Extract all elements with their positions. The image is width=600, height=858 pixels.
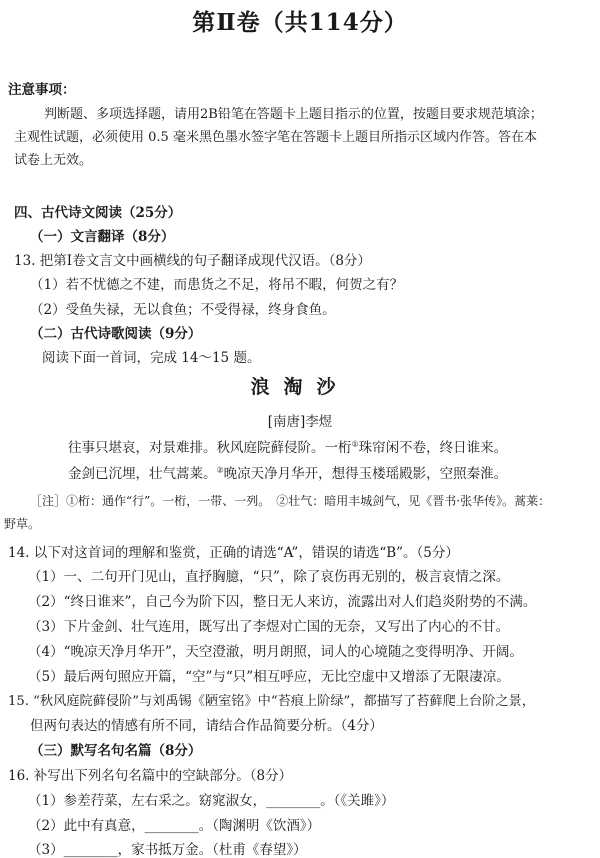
q15-line-2: 但两句表达的情感有所不同，请结合作品简要分析。（4分） xyxy=(30,718,383,734)
poem-line-2-b: 晚凉天净月华开，想得玉楼瑶殿影，空照秦淮。 xyxy=(223,466,508,482)
notice-heading: 注意事项： xyxy=(8,82,76,98)
q13-item-1: （1）若不忧德之不建，而患货之不足，将吊不暇，何贺之有？ xyxy=(30,277,404,293)
poem-note-line-2: 野草。 xyxy=(4,517,41,531)
poem-title: 浪淘沙 xyxy=(250,376,350,398)
poem-line-2 xyxy=(68,462,507,482)
poem-line-2-a: 金剑已沉埋，壮气蒿莱。 xyxy=(68,466,217,482)
poem-author: [南唐]李煜 xyxy=(267,414,333,430)
q16-stem: 16. 补写出下列名句名篇中的空缺部分。（8分） xyxy=(8,768,293,784)
part-2-heading: （二）古代诗歌阅读（9分） xyxy=(30,326,202,342)
q13-item-2: （2）受鱼失禄，无以食鱼；不受得禄，终身食鱼。 xyxy=(30,302,336,318)
poem-line-1-a: 往事只堪哀，对景难排。秋风庭院藓侵阶。一桁 xyxy=(68,440,352,456)
q14-item-3: （3）下片金剑、壮气连用，既写出了李煜对亡国的无奈，又写出了内心的不甘。 xyxy=(28,619,510,635)
part-3-heading: （三）默写名句名篇（8分） xyxy=(30,743,202,759)
q14-item-4: （4）“晚凉天净月华开”，天空澄澈，明月朗照，词人的心境随之变得明净、开阔。 xyxy=(28,644,523,660)
q16-item-1: （1）参差荇菜，左右采之。窈窕淑女，________。（《关雎》） xyxy=(28,793,395,809)
notice-line-3: 试卷上无效。 xyxy=(14,153,93,168)
q14-item-2: （2）“终日谁来”，自己今为阶下囚，整日无人来访，流露出对人们趋炎附势的不满。 xyxy=(28,594,537,610)
q15-line-1: 15. “秋风庭院藓侵阶”与刘禹锡《陋室铭》中“苔痕上阶绿”，都描写了苔藓爬上台阶之景， xyxy=(8,694,535,709)
poem-note-marker-1: ① xyxy=(351,439,359,449)
part-1-heading: （一）文言翻译（8分） xyxy=(30,229,175,245)
q16-item-3: （3）________，家书抵万金。（杜甫《春望》） xyxy=(28,842,307,858)
notice-line-2: 主观性试题，必须使用 0.5 毫米黑色墨水签字笔在答题卡上题目所指示区域内作答。答在本 xyxy=(14,130,537,145)
q14-stem: 14. 以下对这首词的理解和鉴赏，正确的请选“A”，错误的请选“B”。（5分） xyxy=(8,545,459,561)
section-4-heading: 四、古代诗文阅读（25分） xyxy=(14,205,182,221)
q14-item-1: （1）一、二句开门见山，直抒胸臆，“只”，除了哀伤再无别的，极言哀情之深。 xyxy=(28,569,510,585)
q13-stem: 13. 把第Ⅰ卷文言文中画横线的句子翻译成现代汉语。（8分） xyxy=(14,253,371,269)
q14-item-5: （5）最后两句照应开篇，“空”与“只”相互呼应，无比空虚中又增添了无限凄凉。 xyxy=(28,669,510,685)
poem-line-1 xyxy=(68,436,507,456)
poem-line-1-b: 珠帘闲不卷，终日谁来。 xyxy=(358,440,508,456)
poem-note-line-1: ［注］①桁：通作“行”。一桁，一带、一列。 ②壮气：暗用丰城剑气，见《晋书·张华传》。蒿莱： xyxy=(30,494,551,508)
notice-line-1: 判断题、多项选择题，请用2B铅笔在答题卡上题目指示的位置，按题目要求规范填涂； xyxy=(44,107,543,122)
part-2-intro: 阅读下面一首词，完成 14～15 题。 xyxy=(42,350,261,366)
poem-note-marker-2: ② xyxy=(216,465,224,475)
page-title: 第Ⅱ卷（共114分） xyxy=(192,9,408,36)
q16-item-2: （2）此中有真意，________。（陶渊明《饮酒》） xyxy=(28,818,321,834)
